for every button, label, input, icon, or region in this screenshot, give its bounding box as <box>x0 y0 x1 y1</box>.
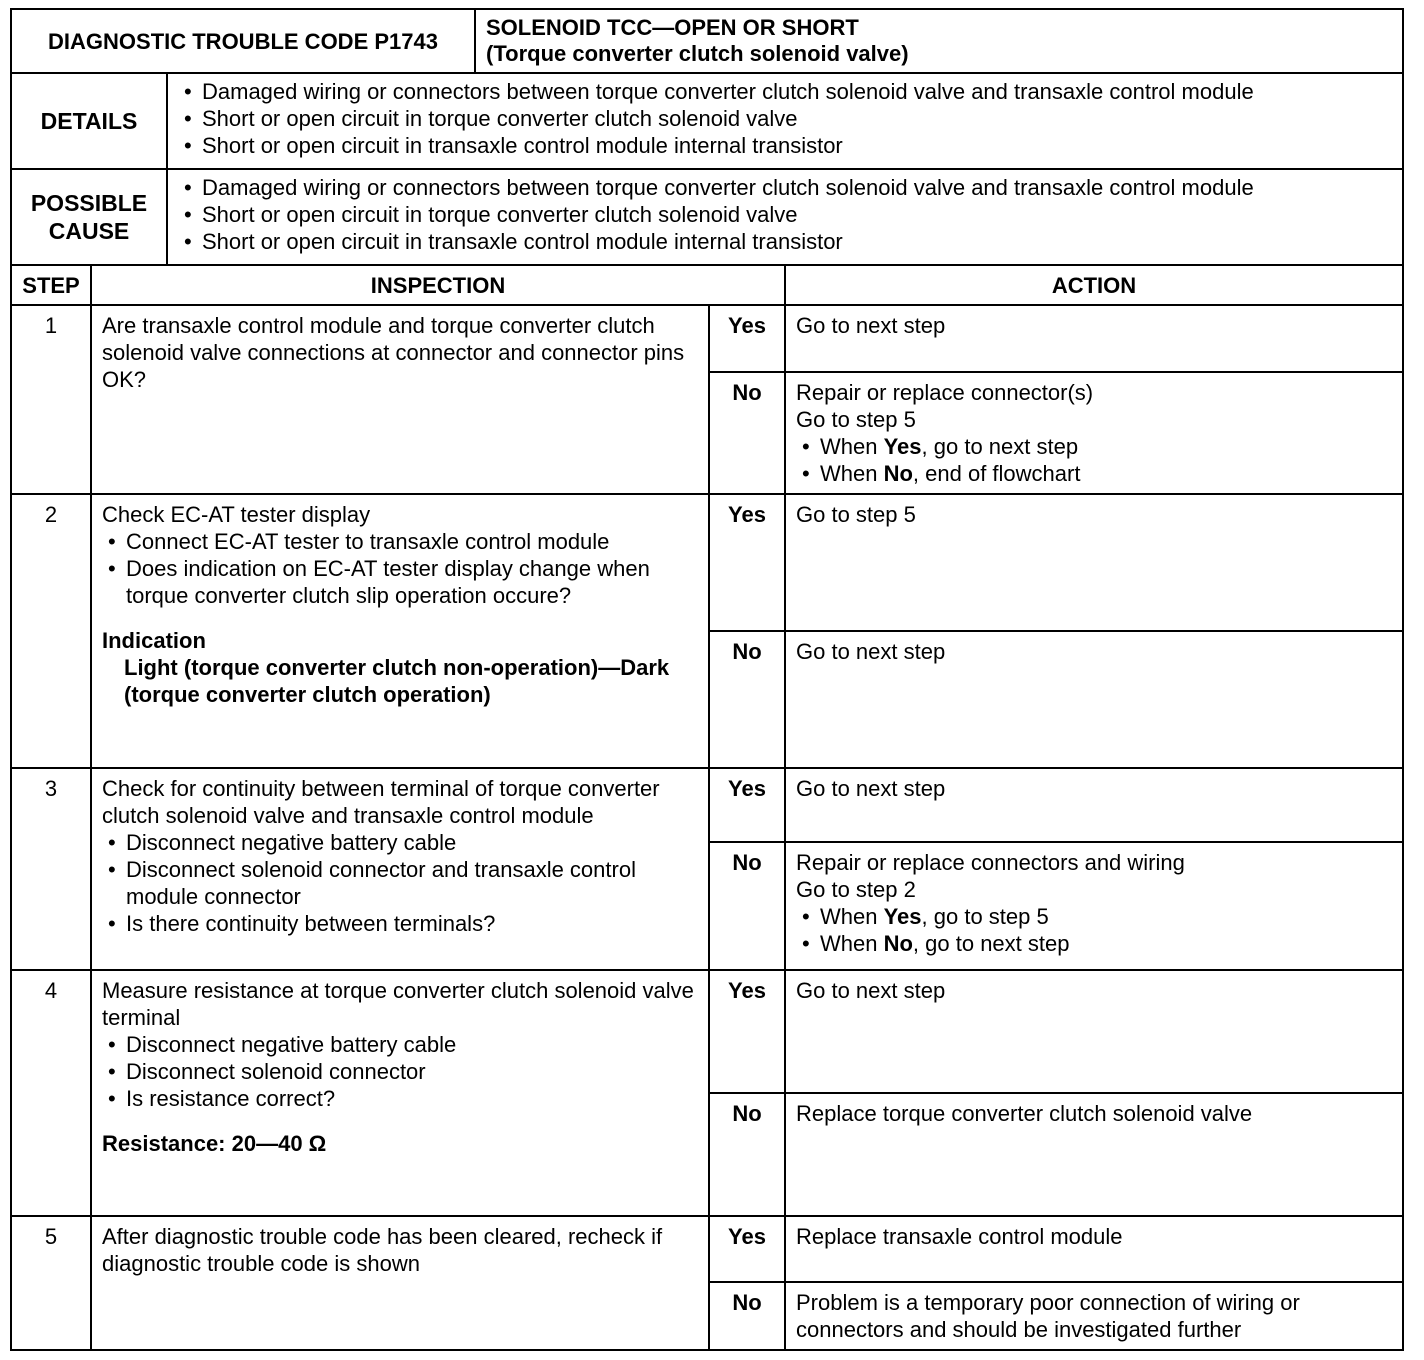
no-label: No <box>709 842 785 970</box>
no-action: Go to next step <box>785 631 1403 768</box>
no-action-bullet <box>796 903 1392 930</box>
header-table <box>10 8 1404 74</box>
details-list <box>167 73 1403 169</box>
yes-label: Yes <box>709 1216 785 1282</box>
bullet-text: When <box>820 461 884 486</box>
inspection-bullet: • Does indication on EC-AT tester display change when torque converter clutch slip operation occure? <box>102 555 698 609</box>
no-label: No <box>709 372 785 494</box>
bullet-text: When <box>820 904 884 929</box>
possible-cause-label-line1: POSSIBLE <box>30 190 148 216</box>
bullet-text: When <box>820 931 884 956</box>
step-number: 2 <box>11 494 91 768</box>
no-action <box>785 842 1403 970</box>
dtc-title <box>475 9 1403 73</box>
possible-cause-label <box>11 169 167 265</box>
inspection-bullet: • Disconnect negative battery cable <box>102 1031 698 1058</box>
yes-action: Go to next step <box>785 768 1403 842</box>
no-action-line: Go to step 5 <box>796 407 916 432</box>
step-number: 3 <box>11 768 91 970</box>
inspection-bullet: • Disconnect solenoid connector <box>102 1058 698 1085</box>
bullet-text: , go to next step <box>912 931 1070 956</box>
step-inspection: After diagnostic trouble code has been cleared, recheck if diagnostic trouble code is shown <box>91 1216 709 1350</box>
possible-cause-list <box>167 169 1403 265</box>
yes-label: Yes <box>709 970 785 1093</box>
details-label: DETAILS <box>11 73 167 169</box>
step-inspection: Are transaxle control module and torque converter clutch solenoid valve connections at connector and connector pins OK? <box>91 305 709 494</box>
info-table <box>10 72 1404 266</box>
resistance-spec: Resistance: 20—40 Ω <box>102 1131 327 1156</box>
inspection-bullet: • Disconnect negative battery cable <box>102 829 698 856</box>
step-row <box>11 494 1403 631</box>
possible-cause-label-line2: CAUSE <box>48 218 130 244</box>
possible-cause-item: • Short or open circuit in torque converter clutch solenoid valve <box>178 201 1394 228</box>
step-inspection <box>91 768 709 970</box>
bullet-bold-text: No <box>883 461 913 486</box>
dtc-title-line2: (Torque converter clutch solenoid valve) <box>486 41 909 66</box>
no-label: No <box>709 1093 785 1216</box>
inspection-bullet: • Is there continuity between terminals? <box>102 910 698 937</box>
no-action-bullet <box>796 460 1392 487</box>
possible-cause-item: • Short or open circuit in transaxle control module internal transistor <box>178 228 1394 255</box>
step-inspection <box>91 970 709 1216</box>
yes-action: Go to next step <box>785 970 1403 1093</box>
no-action: Replace torque converter clutch solenoid valve <box>785 1093 1403 1216</box>
bullet-bold-text: Yes <box>883 434 922 459</box>
inspection-bullet: • Disconnect solenoid connector and transaxle control module connector <box>102 856 698 910</box>
step-number: 1 <box>11 305 91 494</box>
column-header-action: ACTION <box>785 265 1403 305</box>
column-header-inspection: INSPECTION <box>91 265 785 305</box>
step-row <box>11 305 1403 372</box>
no-action: Problem is a temporary poor connection of wiring or connectors and should be investigated further <box>785 1282 1403 1350</box>
bullet-bold-text: Yes <box>883 904 922 929</box>
possible-cause-item: • Damaged wiring or connectors between torque converter clutch solenoid valve and transaxle control module <box>178 174 1394 201</box>
yes-action: Go to step 5 <box>785 494 1403 631</box>
diagnostic-sheet <box>10 8 1404 1351</box>
bullet-text: , go to step 5 <box>921 904 1049 929</box>
step-inspection-text: Check for continuity between terminal of torque converter clutch solenoid valve and transaxle control module <box>102 776 660 828</box>
inspection-bullet: • Is resistance correct? <box>102 1085 698 1112</box>
no-action-line: Repair or replace connector(s) <box>796 380 1094 405</box>
no-action-line: Repair or replace connectors and wiring <box>796 850 1185 875</box>
no-action <box>785 372 1403 494</box>
yes-action: Replace transaxle control module <box>785 1216 1403 1282</box>
step-row <box>11 768 1403 842</box>
indication-body: Light (torque converter clutch non-operation)—Dark (torque converter clutch operation) <box>124 655 670 707</box>
no-label: No <box>709 1282 785 1350</box>
inspection-bullet: • Connect EC-AT tester to transaxle control module <box>102 528 698 555</box>
step-row <box>11 970 1403 1093</box>
indication-title: Indication <box>102 628 206 653</box>
step-number: 4 <box>11 970 91 1216</box>
column-header-row <box>11 265 1403 305</box>
no-action-bullet <box>796 433 1392 460</box>
step-row <box>11 1216 1403 1282</box>
yes-action: Go to next step <box>785 305 1403 372</box>
bullet-text: , go to next step <box>921 434 1079 459</box>
dtc-code-label: DIAGNOSTIC TROUBLE CODE P1743 <box>11 9 475 73</box>
no-label: No <box>709 631 785 768</box>
bullet-text: When <box>820 434 884 459</box>
bullet-text: , end of flowchart <box>912 461 1081 486</box>
details-item: • Short or open circuit in torque converter clutch solenoid valve <box>178 105 1394 132</box>
column-header-step: STEP <box>11 265 91 305</box>
step-number: 5 <box>11 1216 91 1350</box>
bullet-bold-text: No <box>883 931 913 956</box>
step-inspection-text: Check EC-AT tester display <box>102 502 371 527</box>
yes-label: Yes <box>709 494 785 631</box>
yes-label: Yes <box>709 305 785 372</box>
yes-label: Yes <box>709 768 785 842</box>
details-item: • Damaged wiring or connectors between torque converter clutch solenoid valve and transaxle control module <box>178 78 1394 105</box>
dtc-title-line1: SOLENOID TCC—OPEN OR SHORT <box>486 15 859 40</box>
steps-table <box>10 264 1404 1351</box>
no-action-bullet <box>796 930 1392 957</box>
step-inspection-text: Measure resistance at torque converter clutch solenoid valve terminal <box>102 978 694 1030</box>
no-action-line: Go to step 2 <box>796 877 916 902</box>
step-inspection <box>91 494 709 768</box>
details-item: • Short or open circuit in transaxle control module internal transistor <box>178 132 1394 159</box>
